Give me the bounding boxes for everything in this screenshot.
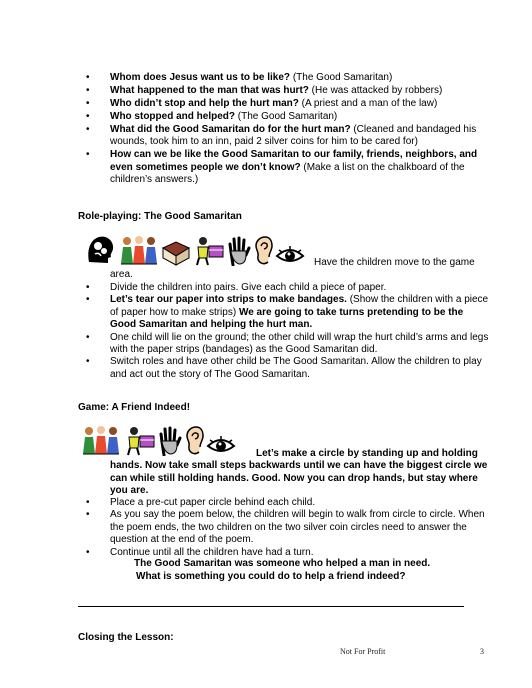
list-item: • What happened to the man that was hurt? (He was attacked by robbers) xyxy=(110,85,490,97)
book-icon xyxy=(161,238,191,266)
list-item: • Divide the children into pairs. Give each child a piece of paper. xyxy=(110,282,492,294)
review-questions-list xyxy=(110,72,490,187)
list-item: • What did the Good Samaritan do for the hurt man? (Cleaned and bandaged his wounds, took him to an inn, paid 2 silver coins for him to be cared for) xyxy=(110,124,490,149)
list-item: • One child will lie on the ground; the other child will wrap the hurt child’s arms and legs with the paper strips (bandages) as the Good Samaritan did. xyxy=(110,332,492,357)
list-item: • Whom does Jesus want us to be like? (The Good Samaritan) xyxy=(110,72,490,84)
list-item: • Switch roles and have other child be The Good Samaritan. Allow the children to play and act out the story of The Good Samaritan. xyxy=(110,356,492,381)
eye-icon xyxy=(275,244,305,266)
poem-line-2: What is something you could do to help a friend indeed? xyxy=(136,570,406,582)
head-icon xyxy=(83,232,117,266)
role-playing-steps-list xyxy=(110,282,492,381)
page-number: 3 xyxy=(480,647,484,656)
ear-icon xyxy=(253,236,273,266)
list-item: • As you say the poem below, the children will begin to walk from circle to circle. When the poem ends, the two children on the two silver coin circles need to answer the question at the end of the poem. xyxy=(110,509,492,546)
role-playing-intro: Have the children move to the game xyxy=(314,257,475,268)
poem-line-1: The Good Samaritan was someone who helped a man in need. xyxy=(134,558,431,569)
role-playing-heading: Role-playing: The Good Samaritan xyxy=(78,211,242,222)
list-item: • Continue until all the children have had a turn. xyxy=(110,547,492,559)
section-divider xyxy=(78,606,464,607)
list-item: • Let’s tear our paper into strips to make bandages. (Show the children with a piece of paper how to make strips) We are going to take turns pretending to be the Good Samaritan and helping the hurt man. xyxy=(110,294,492,331)
role-playing-intro-continued: area. xyxy=(110,269,133,280)
role-playing-icon-row xyxy=(83,232,305,266)
children-icon xyxy=(119,234,159,266)
game-intro: Let’s make a circle by standing up and holding hands. Now take small steps backwards until we can have the biggest circle we can while still holding hands. Good. Now you can drop hands, but stay where you are. xyxy=(110,448,488,496)
list-item: • Who didn’t stop and help the hurt man? (A priest and a man of the law) xyxy=(110,98,490,110)
list-item: • Place a pre-cut paper circle behind each child. xyxy=(110,497,492,509)
list-item: • Who stopped and helped? (The Good Samaritan) xyxy=(110,111,490,123)
list-item: • How can we be like the Good Samaritan to our family, friends, neighbors, and even sometimes people we don’t know? (Make a list on the chalkboard of the children’s answers.) xyxy=(110,149,490,186)
game-heading: Game: A Friend Indeed! xyxy=(78,402,191,413)
person-carrying-icon xyxy=(193,236,225,266)
footer-note: Not For Profit xyxy=(340,647,386,656)
hand-icon xyxy=(227,236,251,266)
game-steps-list xyxy=(110,497,492,559)
poem xyxy=(134,558,430,583)
closing-heading: Closing the Lesson: xyxy=(78,632,174,643)
